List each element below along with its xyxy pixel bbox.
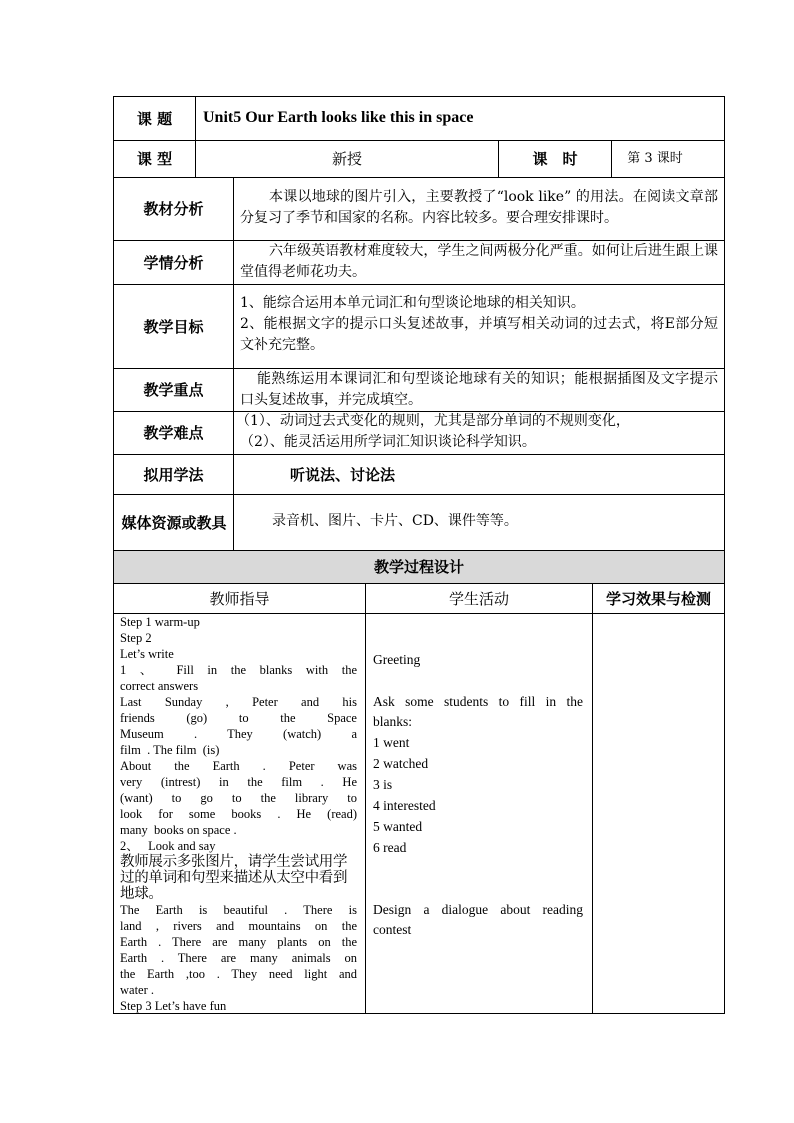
difficulties-line-1: （1）、动词过去式变化的规则，尤其是部分单词的不规则变化， — [236, 413, 630, 429]
teacher-guidance — [120, 614, 357, 1014]
teacher-lines — [120, 902, 357, 1014]
teacher-line: Let’s write — [120, 647, 174, 661]
student-answer-item: 6 read — [373, 840, 407, 855]
material-text: 本课以地球的图片引入，主要教授了“look like” 的用法。在阅读文章部分复习了季节和国家的名称。内容比较多。要合理安排课时。 — [240, 189, 718, 226]
goals-line-1: 1、能综合运用本单元词汇和句型谈论地球的相关知识。 — [240, 295, 585, 311]
teacher-line: (want) to go to the library to — [120, 791, 357, 805]
media-text: 录音机、图片、卡片、CD、课件等等。 — [272, 513, 518, 529]
teacher-line: friends (go) to the Space — [120, 711, 357, 725]
teacher-line: Step 1 warm-up — [120, 615, 200, 629]
process-title: 教学过程设计 — [373, 558, 464, 576]
goals-line-2: 2、能根据文字的提示口头复述故事，并填写相关动词的过去式，将E部分短文补充完整。 — [240, 316, 718, 353]
type-value: 新授 — [331, 150, 362, 168]
rule — [365, 583, 366, 1013]
topic-label: 课 题 — [136, 109, 173, 128]
student-design-line-1: Design a dialogue about reading — [373, 902, 583, 917]
teacher-line: 2、 Look and say — [120, 839, 216, 853]
teacher-line: 1 、 Fill in the blanks with the — [120, 663, 357, 677]
col-header-effect: 学习效果与检测 — [605, 589, 711, 608]
goals-label: 教学目标 — [143, 317, 204, 336]
teacher-lines — [120, 614, 357, 854]
teacher-line: Step 3 Let’s have fun — [120, 999, 227, 1013]
difficulties-line-2: （2）、能灵活运用所学词汇知识谈论科学知识。 — [240, 434, 536, 450]
teacher-line: Museum . They (watch) a — [120, 727, 357, 741]
teacher-line: look for some books . He (read) — [120, 807, 357, 821]
student-answer-item: 1 went — [373, 735, 410, 750]
students-text: 六年级英语教材难度较大，学生之间两极分化严重。如何让后进生跟上课堂值得老师花功夫。 — [240, 243, 718, 280]
student-greeting: Greeting — [373, 652, 421, 667]
key-points-label: 教学重点 — [143, 381, 204, 399]
rule — [113, 494, 725, 495]
student-answer-item: 2 watched — [373, 756, 429, 771]
teacher-line: Step 2 — [120, 631, 152, 645]
teacher-cn-text: 教师展示多张图片，请学生尝试用学过的单词和句型来描述从太空中看到地球。 — [120, 854, 348, 902]
student-design-line-2: contest — [373, 922, 412, 937]
teacher-line: Earth . There are many plants on the — [120, 935, 357, 949]
teacher-line: very (intrest) in the film . He — [120, 775, 357, 789]
student-answer-item: 3 is — [373, 777, 393, 792]
students-label: 学情分析 — [143, 253, 204, 272]
teacher-line: correct answers — [120, 679, 199, 693]
teacher-line: About the Earth . Peter was — [120, 759, 357, 773]
student-ask-line-1: Ask some students to fill in the — [373, 694, 583, 709]
rule — [113, 96, 725, 97]
media-label: 媒体资源或教具 — [121, 514, 227, 532]
teacher-line: film . The film (is) — [120, 743, 220, 757]
student-ask-line-2: blanks: — [373, 714, 412, 729]
student-answer-item: 4 interested — [373, 798, 436, 813]
method-text: 听说法、讨论法 — [290, 466, 396, 484]
teacher-line: land , rivers and mountains on the — [120, 919, 357, 933]
teacher-line: the Earth ,too . They need light and — [120, 967, 357, 981]
period-label: 课 时 — [532, 150, 578, 168]
student-answer-item: 5 wanted — [373, 819, 423, 834]
col-header-student: 学生活动 — [448, 589, 509, 608]
material-label: 教材分析 — [143, 200, 204, 218]
teacher-line: Last Sunday , Peter and his — [120, 695, 357, 709]
student-answers — [373, 732, 436, 858]
period-value: 第 3 课时 — [627, 151, 683, 166]
col-header-teacher: 教师指导 — [209, 589, 270, 608]
teacher-line: Earth . There are many animals on — [120, 951, 357, 965]
teacher-line: many books on space . — [120, 823, 237, 837]
method-label: 拟用学法 — [143, 465, 204, 484]
rule — [592, 583, 593, 1013]
key-points-text: 能熟练运用本课词汇和句型谈论地球有关的知识；能根据插图及文字提示口头复述故事，并完成填空。 — [240, 371, 718, 408]
rule — [233, 177, 234, 550]
rule — [724, 96, 725, 1013]
type-label: 课 型 — [136, 150, 173, 168]
difficulties-label: 教学难点 — [143, 424, 204, 442]
teacher-line: water . — [120, 983, 155, 997]
teacher-line: The Earth is beautiful . There is — [120, 903, 357, 917]
topic-value: Unit5 Our Earth looks like this in space — [203, 109, 474, 126]
